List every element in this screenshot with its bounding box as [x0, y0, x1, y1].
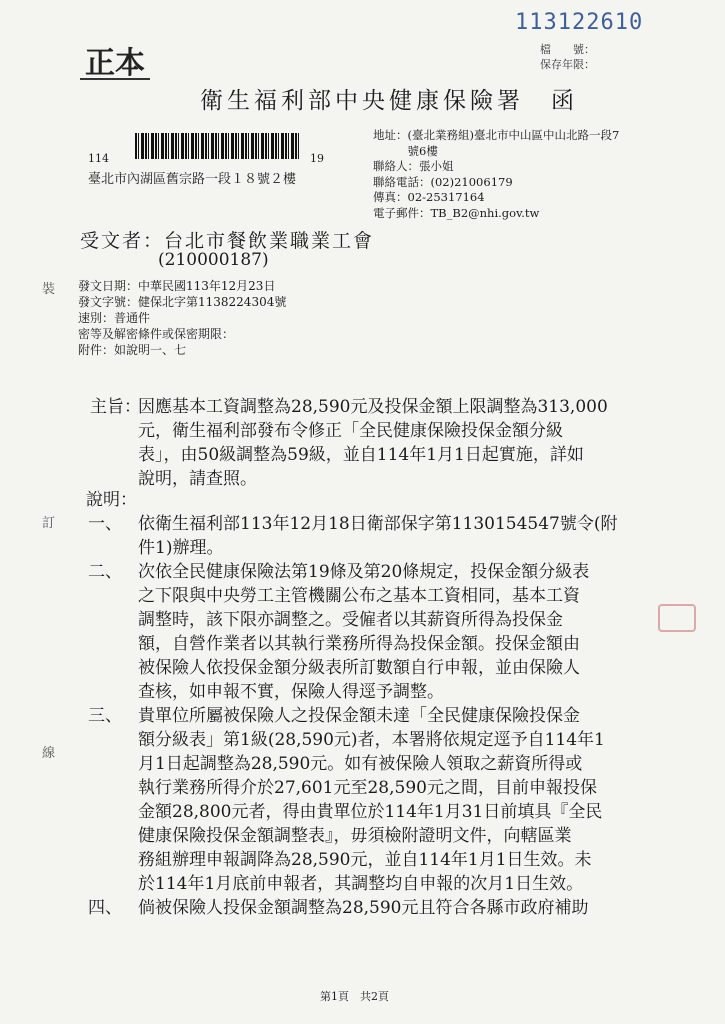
- item-line: 倘被保險人投保金額調整為28,590元且符合各縣市政府補助: [138, 898, 589, 918]
- recipient: 受文者：台北市餐飲業職業工會: [80, 230, 375, 252]
- zip-code-left: 114: [88, 152, 109, 165]
- subject-line: 表」，由50級調整為59級，並自114年1月1日起實施，詳如: [138, 445, 584, 465]
- barcode: [135, 133, 300, 159]
- item-text: [138, 896, 683, 920]
- file-number-label: 檔 號：: [540, 43, 595, 56]
- item-line: 之下限與中央勞工主管機關公布之基本工資相同，基本工資: [138, 586, 580, 606]
- subject-label: 主旨：: [90, 397, 141, 417]
- item-line: 執行業務所得介於27,601元至28,590元之間，目前申報投保: [138, 778, 597, 798]
- subject-line: 因應基本工資調整為28,590元及投保金額上限調整為313,000: [138, 397, 608, 417]
- contact-line: 電子郵件：TB_B2@nhi.gov.tw: [373, 205, 540, 220]
- document-number: 113122610: [515, 10, 644, 35]
- subject-line: 說明，請查照。: [138, 469, 257, 489]
- item-line: 金額28,800元者，得由貴單位於114年1月31日前填具『全民: [138, 802, 603, 822]
- binding-mark: 線: [42, 746, 56, 761]
- page-footer: 第1頁 共2頁: [320, 990, 389, 1003]
- item-number: 二、: [88, 562, 122, 582]
- original-copy-stamp: 正本: [85, 46, 145, 81]
- description-label: 說明：: [86, 490, 137, 510]
- item-line: 依衛生福利部113年12月18日衛部保字第1130154547號令(附: [138, 514, 618, 534]
- recipient-id: (210000187): [158, 250, 269, 270]
- meta-line: 速別：普通件: [78, 311, 151, 325]
- agency-title: 衛生福利部中央健康保險署 函: [200, 88, 578, 114]
- recipient-address: 臺北市內湖區舊宗路一段１８號２樓: [88, 172, 297, 187]
- item-text: [138, 704, 683, 896]
- item-line: 貴單位所屬被保險人之投保金額未達「全民健康保險投保金: [138, 706, 580, 726]
- subject-line: 元，衛生福利部發布令修正「全民健康保險投保金額分級: [138, 421, 563, 441]
- meta-line: 發文字號：健保北字第1138224304號: [78, 295, 287, 309]
- contact-line: 聯絡人：張小姐: [373, 159, 454, 173]
- item-number: 一、: [88, 514, 122, 534]
- meta-line: 密等及解密條件或保密期限：: [78, 327, 235, 341]
- meta-block: [78, 278, 286, 358]
- file-info: [540, 42, 595, 72]
- item-text: [138, 560, 683, 704]
- retention-label: 保存年限：: [540, 58, 595, 71]
- binding-mark: 裝: [42, 282, 56, 297]
- item-line: 額分級表」第1級(28,590元)者，本署將依規定逕予自114年1: [138, 730, 605, 750]
- item-number: 四、: [88, 898, 122, 918]
- meta-line: 附件：如說明一、七: [78, 343, 187, 357]
- red-seal: [658, 604, 696, 632]
- item-line: 調整時，該下限亦調整之。受僱者以其薪資所得為投保金: [138, 610, 563, 630]
- item-line: 月1日起調整為28,590元。如有被保險人領取之薪資所得或: [138, 754, 583, 774]
- contact-line: 號6樓: [373, 143, 438, 158]
- subject-text: [138, 395, 668, 491]
- item-line: 於114年1月底前申報者，其調整均自申報的次月1日生效。: [138, 874, 584, 894]
- binding-mark: 訂: [42, 516, 56, 531]
- zip-code-right: 19: [310, 152, 324, 165]
- item-line: 務組辦理申報調降為28,590元，並自114年1月1日生效。未: [138, 850, 592, 870]
- stamp-underline: [80, 78, 150, 80]
- item-line: 健康保險投保金額調整表』，毋須檢附證明文件，向轄區業: [138, 826, 572, 846]
- contact-block: [373, 128, 673, 221]
- meta-line: 發文日期：中華民國113年12月23日: [78, 279, 276, 293]
- contact-line: 傳真：02-25317164: [373, 190, 485, 204]
- item-line: 件1)辦理。: [138, 538, 224, 558]
- item-line: 被保險人依投保金額分級表所訂數額自行申報，並由保險人: [138, 658, 580, 678]
- contact-line: 聯絡電話：(02)21006179: [373, 174, 513, 189]
- item-text: [138, 512, 683, 560]
- contact-line: 地址：(臺北業務組)臺北市中山區中山北路一段7: [373, 128, 620, 142]
- item-line: 次依全民健康保險法第19條及第20條規定，投保金額分級表: [138, 562, 590, 582]
- item-number: 三、: [88, 706, 122, 726]
- item-line: 額，自營作業者以其執行業務所得為投保金額。投保金額由: [138, 634, 580, 654]
- item-line: 查核，如申報不實，保險人得逕予調整。: [138, 682, 444, 702]
